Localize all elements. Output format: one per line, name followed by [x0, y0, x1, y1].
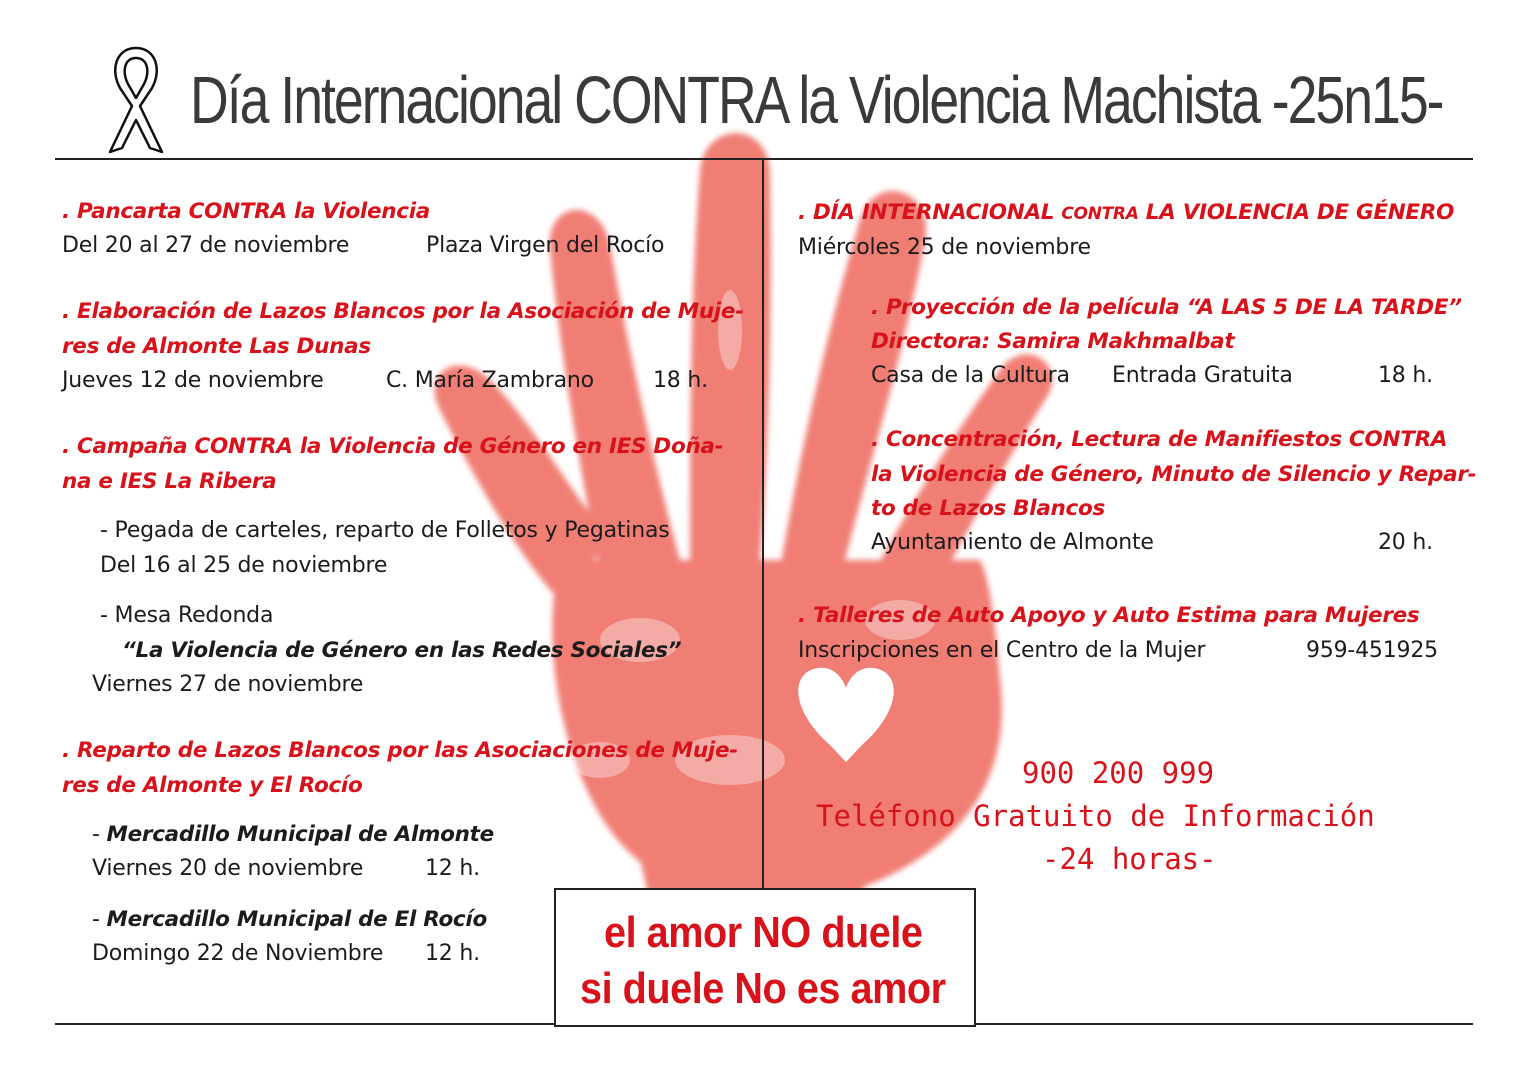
lazos-time: 18 h.	[653, 368, 708, 393]
campana-item2-text: - Mesa Redonda	[100, 603, 274, 628]
event-title-lazos-line2: res de Almonte Las Dunas	[62, 334, 371, 359]
dia-title-part-a: . DÍA INTERNACIONAL	[798, 200, 1062, 225]
event-title-concentracion-line1: . Concentración, Lectura de Manifiestos CONTRA	[871, 427, 1448, 452]
awareness-ribbon-icon	[96, 40, 176, 158]
event-title-reparto-line1: . Reparto de Lazos Blancos por las Asociaciones de Muje-	[62, 738, 738, 763]
slogan-line1: el amor NO duele	[604, 908, 923, 957]
campana-item1-dates: Del 16 al 25 de noviembre	[100, 553, 388, 578]
reparto-market2-date: Domingo 22 de Noviembre	[92, 941, 384, 966]
hotline-label: Teléfono Gratuito de Información	[816, 799, 1375, 833]
event-title-proyeccion: . Proyección de la película “A LAS 5 DE LA TARDE”	[871, 295, 1462, 320]
event-title-lazos-line1: . Elaboración de Lazos Blancos por la Asociación de Muje-	[62, 299, 744, 324]
campana-item2-date: Viernes 27 de noviembre	[92, 672, 364, 697]
pancarta-dates: Del 20 al 27 de noviembre	[62, 233, 350, 258]
talleres-text: Inscripciones en el Centro de la Mujer	[798, 638, 1206, 663]
concentracion-time: 20 h.	[1378, 530, 1433, 555]
reparto-market2	[92, 907, 487, 932]
reparto-market1-name: Mercadillo Municipal de Almonte	[106, 822, 494, 847]
event-title-campana-line1: . Campaña CONTRA la Violencia de Género en IES Doña-	[62, 434, 724, 459]
page-title: Día Internacional CONTRA la Violencia Machista -25n15-	[190, 63, 1443, 138]
proyeccion-director: Directora: Samira Makhmalbat	[871, 329, 1235, 354]
pancarta-place: Plaza Virgen del Rocío	[426, 233, 665, 258]
event-title-concentracion-line2: la Violencia de Género, Minuto de Silencio y Repar-	[871, 462, 1477, 487]
lazos-place: C. María Zambrano	[386, 368, 594, 393]
reparto-market1	[92, 822, 494, 847]
campana-item1-text: - Pegada de carteles, reparto de Folletos y Pegatinas	[100, 518, 670, 543]
reparto-market2-dash: -	[92, 907, 107, 932]
reparto-market1-time: 12 h.	[425, 856, 480, 881]
reparto-market1-date: Viernes 20 de noviembre	[92, 856, 364, 881]
slogan-line2: si duele No es amor	[580, 964, 946, 1013]
proyeccion-place: Casa de la Cultura	[871, 363, 1070, 388]
concentracion-place: Ayuntamiento de Almonte	[871, 530, 1154, 555]
hotline-number: 900 200 999	[1022, 756, 1215, 790]
talleres-phone: 959-451925	[1306, 638, 1438, 663]
top-divider	[55, 158, 1473, 160]
event-title-pancarta: . Pancarta CONTRA la Violencia	[62, 199, 431, 224]
proyeccion-entry: Entrada Gratuita	[1112, 363, 1293, 388]
dia-date: Miércoles 25 de noviembre	[798, 235, 1091, 260]
reparto-market1-dash: -	[92, 822, 107, 847]
event-title-dia	[798, 200, 1454, 225]
dia-title-part-b: CONTRA	[1061, 204, 1139, 224]
event-title-talleres: . Talleres de Auto Apoyo y Auto Estima para Mujeres	[798, 603, 1420, 628]
column-divider	[762, 158, 764, 888]
event-title-campana-line2: na e IES La Ribera	[62, 469, 277, 494]
dia-title-part-c: LA VIOLENCIA DE GÉNERO	[1138, 200, 1455, 225]
event-title-reparto-line2: res de Almonte y El Rocío	[62, 773, 363, 798]
lazos-date: Jueves 12 de noviembre	[62, 368, 324, 393]
reparto-market2-name: Mercadillo Municipal de El Rocío	[106, 907, 487, 932]
campana-item2-quote: “La Violencia de Género en las Redes Sociales”	[122, 638, 682, 663]
hotline-hours: -24 horas-	[1042, 842, 1217, 876]
event-title-concentracion-line3: to de Lazos Blancos	[871, 496, 1105, 521]
proyeccion-time: 18 h.	[1378, 363, 1433, 388]
slogan-box	[554, 888, 976, 1027]
reparto-market2-time: 12 h.	[425, 941, 480, 966]
